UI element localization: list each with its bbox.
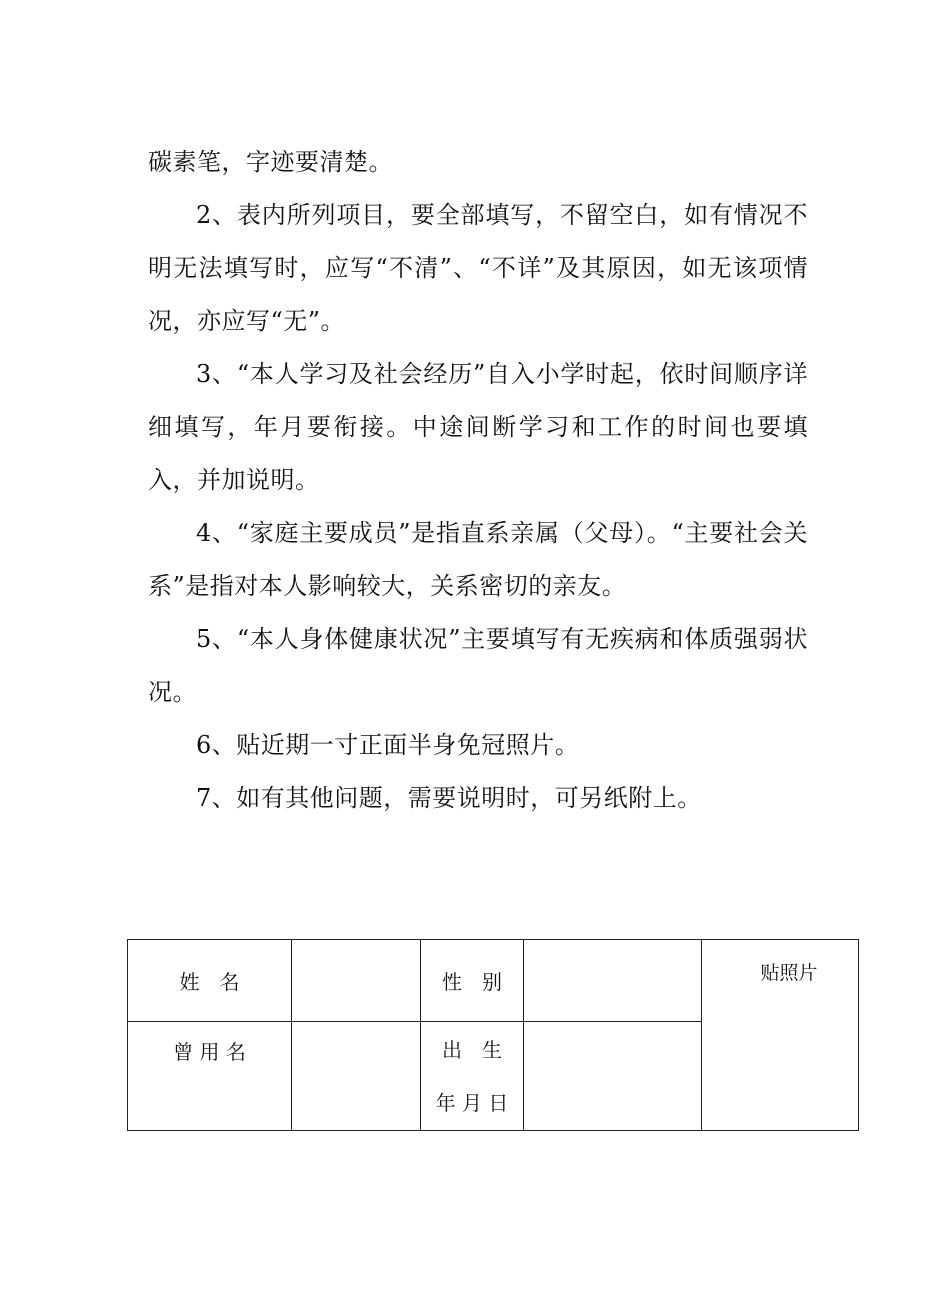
photo-label: 贴照片 (760, 962, 818, 984)
birth-date-field[interactable] (524, 1022, 702, 1131)
name-label-cell (128, 940, 292, 1022)
former-name-label: 曾 用 名 (173, 1040, 246, 1064)
instruction-paragraph-7: 7、如有其他问题，需要说明时，可另纸附上。 (196, 784, 702, 812)
former-name-field[interactable] (292, 1022, 421, 1131)
name-field[interactable] (292, 940, 421, 1022)
name-label: 姓 名 (179, 970, 240, 994)
instruction-paragraph-4: 4、“家庭主要成员”是指直系亲属（父母）。“主要社会关系”是指对本人影响较大，关系密切的亲友。 (148, 519, 808, 600)
gender-label: 性 别 (442, 970, 502, 994)
gender-field[interactable] (524, 940, 702, 1022)
instruction-paragraph-5: 5、“本人身体健康状况”主要填写有无疾病和体质强弱状况。 (148, 625, 808, 706)
birth-label-line2: 年 月 日 (435, 1091, 509, 1115)
birth-label-line1: 出 生 (442, 1038, 502, 1062)
instructions-section (148, 136, 808, 825)
personal-info-table (127, 939, 859, 1131)
photo-box[interactable] (702, 940, 859, 1131)
instruction-paragraph-2: 2、表内所列项目，要全部填写，不留空白，如有情况不明无法填写时，应写“不清”、“不详”及其原因，如无该项情况，亦应写“无”。 (148, 201, 808, 335)
birth-date-label-cell (421, 1022, 524, 1131)
instruction-paragraph-6: 6、贴近期一寸正面半身免冠照片。 (196, 731, 580, 759)
instruction-paragraph-1: 碳素笔，字迹要清楚。 (148, 148, 393, 176)
instruction-paragraph-3: 3、“本人学习及社会经历”自入小学时起，依时间顺序详细填写，年月要衔接。中途间断学习和工作的时间也要填入，并加说明。 (148, 360, 808, 494)
former-name-label-cell (128, 1022, 292, 1131)
gender-label-cell (421, 940, 524, 1022)
